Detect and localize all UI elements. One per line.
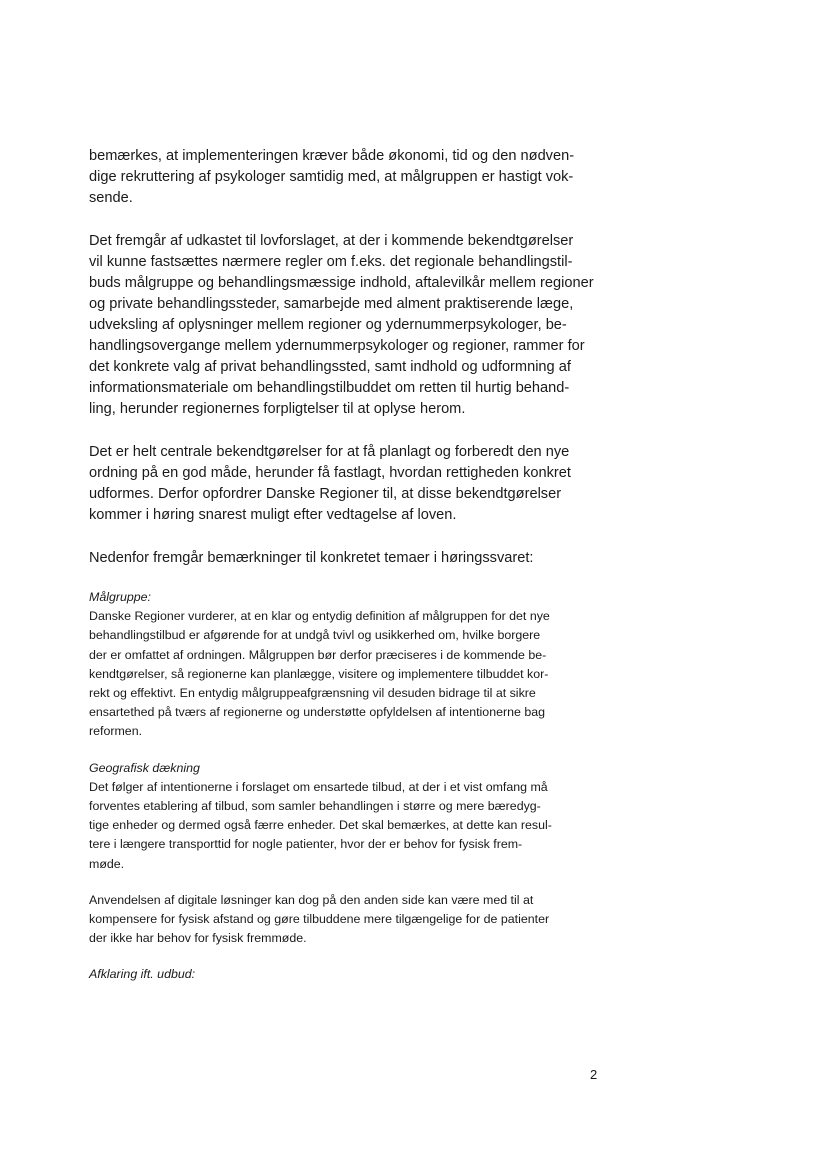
paragraph-digitale-losninger: Anvendelsen af digitale løsninger kan dog på den anden side kan være med til at kompensere for fysisk afstand og gøre tilbuddene mere tilgængelige for de patienter der ikke har behov for fysisk fremmøde. [89,892,550,946]
paragraph-geografisk: Det følger af intentionerne i forslaget om ensartede tilbud, at der i et vist omfang må forventes etablering af tilbud, som samler behandlingen i større og mere bæredyg- tige enheder og dermed også færre enheder. Det skal bemærkes, at dette kan resul- tere i længere transporttid for nogle patienter, hvor der er behov for fysisk frem- møde. [89,779,552,871]
section-heading-geografisk: Geografisk dækning [89,760,200,775]
paragraph-malgruppe: Danske Regioner vurderer, at en klar og entydig definition af målgruppen for det nye behandlingstilbud er afgørende for at undgå tvivl og usikkerhed om, hvilke borgere der er omfattet af ordningen. Målgruppen bør derfor præciseres i de kommende be- kendtgørelser, så regionerne kan planlægge, visitere og implementere tilbuddet kor- rekt og effektivt. En entydig målgruppeafgrænsning vil desuden bidrage til at sikre ensartethed på tværs af regionerne og understøtte opfyldelsen af intentionerne bag reformen. [89,609,550,739]
page-number: 2 [590,1067,598,1082]
paragraph-bekendtgorelser: Det fremgår af udkastet til lovforslaget, at der i kommende bekendtgørelser vil kunne fastsættes nærmere regler om f.eks. det regionale behandlingstil- buds målgruppe og behandlingsmæssige indhold, aftalevilkår mellem regioner og private behandlingssteder, samarbejde med alment praktiserende læge, udveksling af oplysninger mellem regioner og ydernummerpsykologer, be- handlingsovergange mellem ydernummerpsykologer og regioner, rammer for det konkrete valg af privat behandlingssted, samt indhold og udformning af informationsmateriale om behandlingstilbuddet om retten til hurtig behand- ling, herunder regionernes forpligtelser til at oplyse herom. [89,233,594,417]
page-body [89,146,614,985]
section-heading-udbud: Afklaring ift. udbud: [89,967,196,982]
paragraph-implementation: bemærkes, at implementeringen kræver både økonomi, tid og den nødven- dige rekruttering af psykologer samtidig med, at målgruppen er hastigt vok- sende. [89,148,575,206]
paragraph-intro-themes: Nedenfor fremgår bemærkninger til konkretet temaer i høringssvaret: [89,550,534,566]
paragraph-central-bekendtgorelser: Det er helt centrale bekendtgørelser for at få planlagt og forberedt den nye ordning på en god måde, herunder få fastlagt, hvordan rettigheden konkret udformes. Derfor opfordrer Danske Regioner til, at disse bekendtgørelser kommer i høring snarest muligt efter vedtagelse af loven. [89,444,571,523]
section-heading-malgruppe: Målgruppe: [89,590,151,604]
